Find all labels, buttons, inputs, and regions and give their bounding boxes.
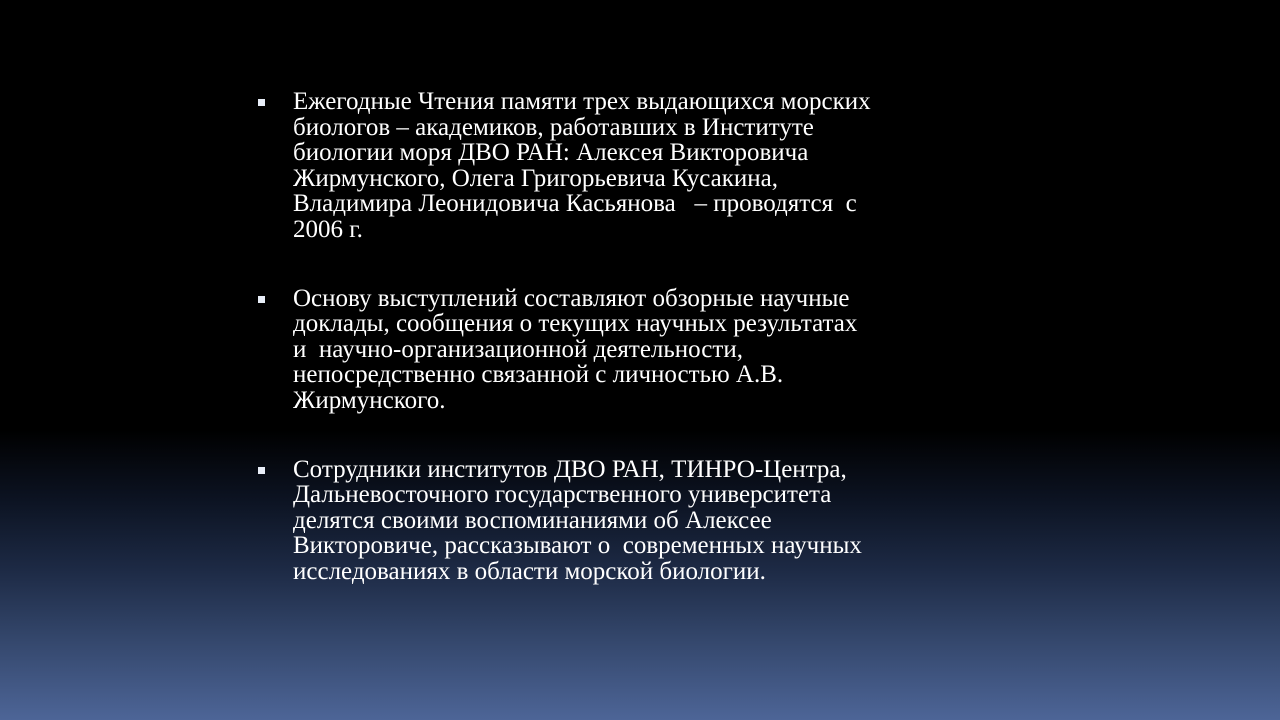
bullet-text-line: Основу выступлений составляют обзорные научные [293, 284, 850, 312]
bullet-text-line: Сотрудники институтов ДВО РАН, ТИНРО-Центра, [293, 455, 847, 483]
bullet-list [258, 89, 1048, 585]
square-bullet-icon [258, 467, 265, 474]
square-bullet-icon [258, 296, 265, 303]
bullet-text-line: непосредственно связанной с личностью А.В. [293, 361, 784, 389]
bullet-text-line: исследованиях в области морской биологии. [293, 557, 766, 585]
bullet-item-memories [258, 457, 1048, 585]
square-bullet-icon [258, 99, 265, 106]
bullet-text-line: доклады, сообщения о текущих научных результатах [293, 310, 858, 338]
bullet-text-line: 2006 г. [293, 215, 363, 243]
bullet-text-line: Владимира Леонидовича Касьянова – проводятся с [293, 190, 857, 218]
bullet-text-line: биологов – академиков, работавших в Институте [293, 113, 814, 141]
bullet-text-line: Дальневосточного государственного университета [293, 481, 832, 509]
bullet-text-line: биологии моря ДВО РАН: Алексея Викторовича [293, 139, 809, 167]
bullet-text-line: и научно-организационной деятельности, [293, 335, 743, 363]
bullet-text-line: Викторовиче, рассказывают о современных научных [293, 532, 862, 560]
bullet-item-presentations [258, 286, 1048, 414]
bullet-text-line: Жирмунского. [293, 386, 446, 414]
bullet-text-line: делятся своими воспоминаниями об Алексее [293, 506, 772, 534]
bullet-item-annual-readings [258, 89, 1048, 243]
bullet-text-line: Жирмунского, Олега Григорьевича Кусакина, [293, 164, 778, 192]
bullet-text-line: Ежегодные Чтения памяти трех выдающихся морских [293, 88, 871, 115]
